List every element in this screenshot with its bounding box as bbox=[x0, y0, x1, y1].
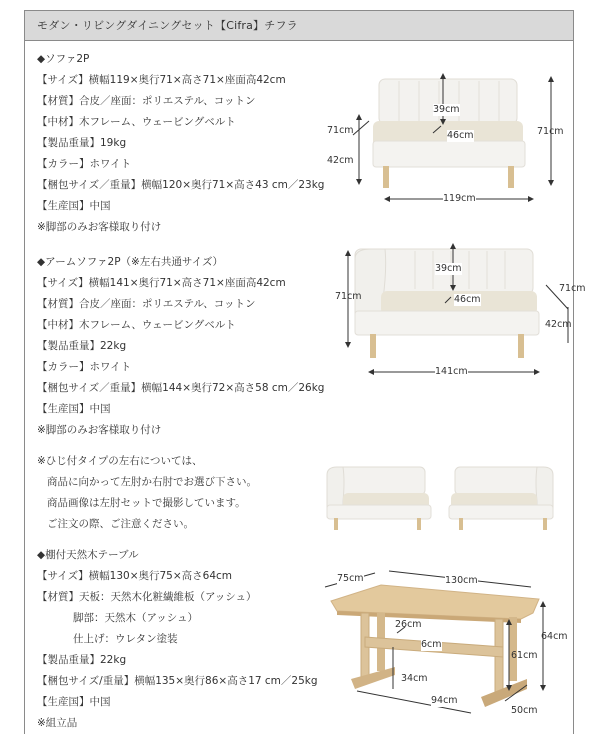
dim-depth: 75cm bbox=[337, 573, 364, 584]
dim-shelf-thickness: 6cm bbox=[421, 639, 442, 650]
spec-line: 【製品重量】22kg bbox=[37, 340, 127, 352]
sofa2p-specs bbox=[37, 49, 324, 238]
dim-seat-height: 42cm bbox=[545, 319, 572, 330]
spec-line: 【カラー】ホワイト bbox=[37, 361, 132, 373]
dim-width: 119cm bbox=[443, 193, 476, 204]
dim-height: 71cm bbox=[335, 291, 362, 302]
armrest-note bbox=[37, 451, 257, 535]
dim-width: 130cm bbox=[445, 575, 478, 586]
spec-line: 【サイズ】横幅141×奥行71×高さ71×座面高42cm bbox=[37, 277, 286, 289]
note-line: ※ひじ付タイプの左右については、 bbox=[37, 455, 203, 467]
note-line: ご注文の際、ご注意ください。 bbox=[47, 518, 194, 530]
section-title: ◆ソファ2P bbox=[37, 53, 90, 65]
spec-line: 【梱包サイズ／重量】横幅144×奥行72×高さ58 cm／26kg bbox=[37, 382, 325, 394]
dim-inner-width: 94cm bbox=[431, 695, 458, 706]
spec-line: 【梱包サイズ/重量】横幅135×奥行86×高さ17 cm／25kg bbox=[37, 675, 318, 687]
spec-line: 【梱包サイズ／重量】横幅120×奥行71×高さ43 cm／23kg bbox=[37, 179, 325, 191]
dim-width: 141cm bbox=[435, 366, 468, 377]
spec-line: ※脚部のみお客様取り付け bbox=[37, 221, 162, 233]
dim-leg-depth: 50cm bbox=[511, 705, 538, 716]
spec-line: 【サイズ】横幅119×奥行71×高さ71×座面高42cm bbox=[37, 74, 286, 86]
spec-line: 【材質】天板：天然木化粧繊維板（アッシュ） bbox=[37, 591, 257, 603]
arm-variants-image bbox=[315, 461, 565, 531]
spec-line: 脚部：天然木（アッシュ） bbox=[73, 612, 199, 624]
spec-line: 【生産国】中国 bbox=[37, 696, 111, 708]
spec-line: ※組立品 bbox=[37, 717, 78, 729]
armsofa-specs bbox=[37, 252, 324, 441]
spec-line: 【中材】木フレーム、ウェービングベルト bbox=[37, 319, 236, 331]
left-right-sofas bbox=[315, 461, 565, 531]
spec-line: 【材質】合皮／座面：ポリエステル、コットン bbox=[37, 298, 256, 310]
note-line: 商品画像は左肘セットで撮影しています。 bbox=[47, 497, 246, 509]
dim-height: 64cm bbox=[541, 631, 568, 642]
dim-under-height: 61cm bbox=[511, 650, 538, 661]
section-title: ◆アームソファ2P（※左右共通サイズ） bbox=[37, 256, 224, 268]
page-title: モダン・リビングダイニングセット【Cifra】チフラ bbox=[25, 11, 573, 41]
dim-height: 71cm bbox=[537, 126, 564, 137]
spec-line: 【カラー】ホワイト bbox=[37, 158, 132, 170]
spec-line: 【製品重量】19kg bbox=[37, 137, 127, 149]
dim-shelf-height: 34cm bbox=[401, 673, 428, 684]
note-line: 商品に向かって左肘か右肘でお選び下さい。 bbox=[47, 476, 257, 488]
spec-panel bbox=[24, 10, 586, 734]
spec-line: 【サイズ】横幅130×奥行75×高さ64cm bbox=[37, 570, 233, 582]
table-diagram bbox=[321, 561, 571, 741]
dim-depth: 71cm bbox=[327, 125, 354, 136]
armsofa-diagram bbox=[315, 239, 586, 379]
sofa2p-diagram bbox=[327, 71, 571, 211]
dim-depth: 71cm bbox=[559, 283, 586, 294]
spec-line: 【製品重量】22kg bbox=[37, 654, 127, 666]
armsofa-image bbox=[315, 239, 565, 379]
dim-back-height: 39cm bbox=[433, 104, 460, 115]
dim-seat-height: 42cm bbox=[327, 155, 354, 166]
spec-line: 【材質】合皮／座面：ポリエステル、コットン bbox=[37, 95, 256, 107]
spec-line: 【生産国】中国 bbox=[37, 200, 111, 212]
dim-back-height: 39cm bbox=[435, 263, 462, 274]
table-specs bbox=[37, 545, 318, 734]
dim-seat-depth: 46cm bbox=[447, 130, 474, 141]
spec-line: 【中材】木フレーム、ウェービングベルト bbox=[37, 116, 236, 128]
spec-line: ※脚部のみお客様取り付け bbox=[37, 424, 162, 436]
section-title: ◆棚付天然木テーブル bbox=[37, 549, 139, 561]
dim-shelf-depth: 26cm bbox=[395, 619, 422, 630]
dim-seat-depth: 46cm bbox=[454, 294, 481, 305]
spec-line: 【生産国】中国 bbox=[37, 403, 111, 415]
spec-line: 仕上げ：ウレタン塗装 bbox=[73, 633, 178, 645]
